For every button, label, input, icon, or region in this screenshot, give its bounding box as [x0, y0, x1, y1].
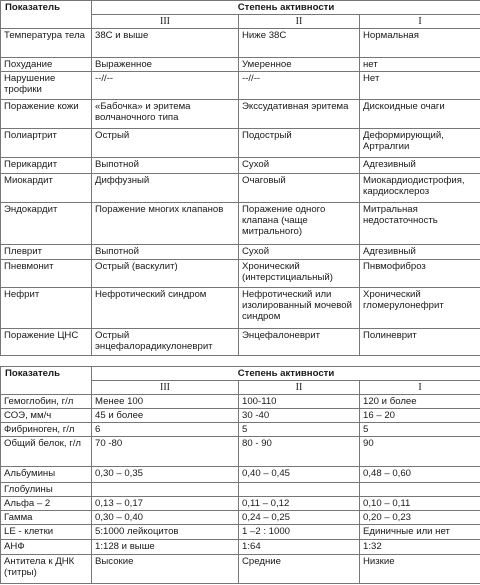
- cell-degree-3: 5:1000 лейкоцитов: [92, 525, 239, 540]
- cell-degree-2: Нефротический или изолированный мочевой синдром: [239, 288, 360, 329]
- row-label: Полиартрит: [1, 129, 92, 158]
- cell-degree-2: 30 -40: [239, 409, 360, 423]
- table2-degree-2: II: [239, 381, 360, 395]
- row-label: LE - клетки: [1, 525, 92, 540]
- cell-degree-2: 5: [239, 423, 360, 437]
- row-label: Эндокардит: [1, 203, 92, 245]
- cell-degree-2: Умеренное: [239, 58, 360, 72]
- cell-degree-2: Поражение одного клапана (чаще митрального): [239, 203, 360, 245]
- table-row: [1, 555, 480, 584]
- row-label: СОЭ, мм/ч: [1, 409, 92, 423]
- cell-degree-2: 0,40 – 0,45: [239, 467, 360, 483]
- table1-degree-1: I: [360, 15, 480, 29]
- cell-degree-1: 16 – 20: [360, 409, 480, 423]
- row-label: Глобулины: [1, 483, 92, 497]
- cell-degree-3: 0,30 – 0,40: [92, 511, 239, 525]
- cell-degree-1: Пнвмофиброз: [360, 260, 480, 288]
- cell-degree-2: Сухой: [239, 245, 360, 260]
- cell-degree-2: 0,11 – 0,12: [239, 497, 360, 511]
- cell-degree-3: 1:128 и выше: [92, 540, 239, 555]
- cell-degree-1: 0,20 – 0,23: [360, 511, 480, 525]
- table1-degree-2: II: [239, 15, 360, 29]
- table-row: [1, 423, 480, 437]
- cell-degree-1: Нормальная: [360, 29, 480, 58]
- row-label: Фибриноген, г/л: [1, 423, 92, 437]
- cell-degree-1: Митральная недостаточность: [360, 203, 480, 245]
- cell-degree-1: 120 и более: [360, 395, 480, 409]
- table2-header-activity: Степень активности: [92, 367, 480, 381]
- cell-degree-3: Выпотной: [92, 158, 239, 174]
- table-row: [1, 245, 480, 260]
- cell-degree-3: 45 и более: [92, 409, 239, 423]
- lab-activity-table: [0, 366, 480, 584]
- table-row: [1, 29, 480, 58]
- table-row: [1, 260, 480, 288]
- table2-header-indicator: Показатель: [1, 367, 92, 395]
- table-row: [1, 129, 480, 158]
- cell-degree-1: 0,10 – 0,11: [360, 497, 480, 511]
- row-label: Поражение ЦНС: [1, 329, 92, 356]
- cell-degree-3: Нефротический синдром: [92, 288, 239, 329]
- table1-header-indicator: Показатель: [1, 1, 92, 29]
- cell-degree-2: --//--: [239, 72, 360, 100]
- cell-degree-3: Выраженное: [92, 58, 239, 72]
- table-row: [1, 288, 480, 329]
- table-row: [1, 329, 480, 356]
- row-label: Нарушение трофики: [1, 72, 92, 100]
- table1-header-activity: Степень активности: [92, 1, 480, 15]
- cell-degree-3: 38С и выше: [92, 29, 239, 58]
- table1-degree-3: III: [92, 15, 239, 29]
- row-label: Температура тела: [1, 29, 92, 58]
- table-row: [1, 395, 480, 409]
- table-row: [1, 174, 480, 203]
- table-row: [1, 511, 480, 525]
- table-row: [1, 437, 480, 467]
- cell-degree-3: --//--: [92, 72, 239, 100]
- table-row: [1, 409, 480, 423]
- cell-degree-3: 6: [92, 423, 239, 437]
- cell-degree-1: Адгезивный: [360, 245, 480, 260]
- cell-degree-3: 0,13 – 0,17: [92, 497, 239, 511]
- table-row: [1, 525, 480, 540]
- cell-degree-1: нет: [360, 58, 480, 72]
- cell-degree-2: Средние: [239, 555, 360, 584]
- row-label: АНФ: [1, 540, 92, 555]
- cell-degree-1: [360, 483, 480, 497]
- row-label: Гамма: [1, 511, 92, 525]
- cell-degree-1: Адгезивный: [360, 158, 480, 174]
- row-label: Альбумины: [1, 467, 92, 483]
- cell-degree-1: Деформирующий, Артралгии: [360, 129, 480, 158]
- row-label: Гемоглобин, г/л: [1, 395, 92, 409]
- row-label: Перикардит: [1, 158, 92, 174]
- cell-degree-2: 100-110: [239, 395, 360, 409]
- table-row: [1, 72, 480, 100]
- row-label: Нефрит: [1, 288, 92, 329]
- cell-degree-2: 0,24 – 0,25: [239, 511, 360, 525]
- row-label: Общий белок, г/л: [1, 437, 92, 467]
- cell-degree-2: 80 - 90: [239, 437, 360, 467]
- table-row: [1, 58, 480, 72]
- cell-degree-1: Хронический гломерулонефрит: [360, 288, 480, 329]
- cell-degree-1: Нет: [360, 72, 480, 100]
- cell-degree-2: Очаговый: [239, 174, 360, 203]
- row-label: Альфа – 2: [1, 497, 92, 511]
- row-label: Поражение кожи: [1, 100, 92, 129]
- table2-header-row: [1, 367, 480, 381]
- cell-degree-3: Менее 100: [92, 395, 239, 409]
- row-label: Пневмонит: [1, 260, 92, 288]
- table-row: [1, 540, 480, 555]
- cell-degree-2: Хронический (интерстициальный): [239, 260, 360, 288]
- table-row: [1, 497, 480, 511]
- cell-degree-2: 1 –2 : 1000: [239, 525, 360, 540]
- cell-degree-3: Высокие: [92, 555, 239, 584]
- table-row: [1, 467, 480, 483]
- cell-degree-2: Экссудативная эритема: [239, 100, 360, 129]
- row-label: Антитела к ДНК (титры): [1, 555, 92, 584]
- cell-degree-3: Острый (васкулит): [92, 260, 239, 288]
- cell-degree-3: [92, 483, 239, 497]
- cell-degree-3: 70 -80: [92, 437, 239, 467]
- cell-degree-2: Энцефалоневрит: [239, 329, 360, 356]
- cell-degree-1: Дискоидные очаги: [360, 100, 480, 129]
- cell-degree-2: 1:64: [239, 540, 360, 555]
- row-label: Плеврит: [1, 245, 92, 260]
- table-row: [1, 483, 480, 497]
- cell-degree-1: Низкие: [360, 555, 480, 584]
- cell-degree-2: Ниже 38С: [239, 29, 360, 58]
- cell-degree-3: Диффузный: [92, 174, 239, 203]
- table1-header-row: [1, 1, 480, 15]
- table-row: [1, 158, 480, 174]
- cell-degree-1: 90: [360, 437, 480, 467]
- cell-degree-3: Острый: [92, 129, 239, 158]
- cell-degree-3: Поражение многих клапанов: [92, 203, 239, 245]
- table2-degree-3: III: [92, 381, 239, 395]
- cell-degree-2: [239, 483, 360, 497]
- cell-degree-2: Подострый: [239, 129, 360, 158]
- cell-degree-1: 5: [360, 423, 480, 437]
- cell-degree-1: Полиневрит: [360, 329, 480, 356]
- cell-degree-3: «Бабочка» и эритема волчаночного типа: [92, 100, 239, 129]
- cell-degree-1: 1:32: [360, 540, 480, 555]
- cell-degree-3: 0,30 – 0,35: [92, 467, 239, 483]
- row-label: Миокардит: [1, 174, 92, 203]
- cell-degree-3: Выпотной: [92, 245, 239, 260]
- table-row: [1, 100, 480, 129]
- cell-degree-2: Сухой: [239, 158, 360, 174]
- cell-degree-1: Единичные или нет: [360, 525, 480, 540]
- cell-degree-1: Миокардиодистрофия, кардиосклероз: [360, 174, 480, 203]
- row-label: Похудание: [1, 58, 92, 72]
- table-row: [1, 203, 480, 245]
- cell-degree-1: 0,48 – 0,60: [360, 467, 480, 483]
- cell-degree-3: Острый энцефалорадикулоневрит: [92, 329, 239, 356]
- table2-degree-1: I: [360, 381, 480, 395]
